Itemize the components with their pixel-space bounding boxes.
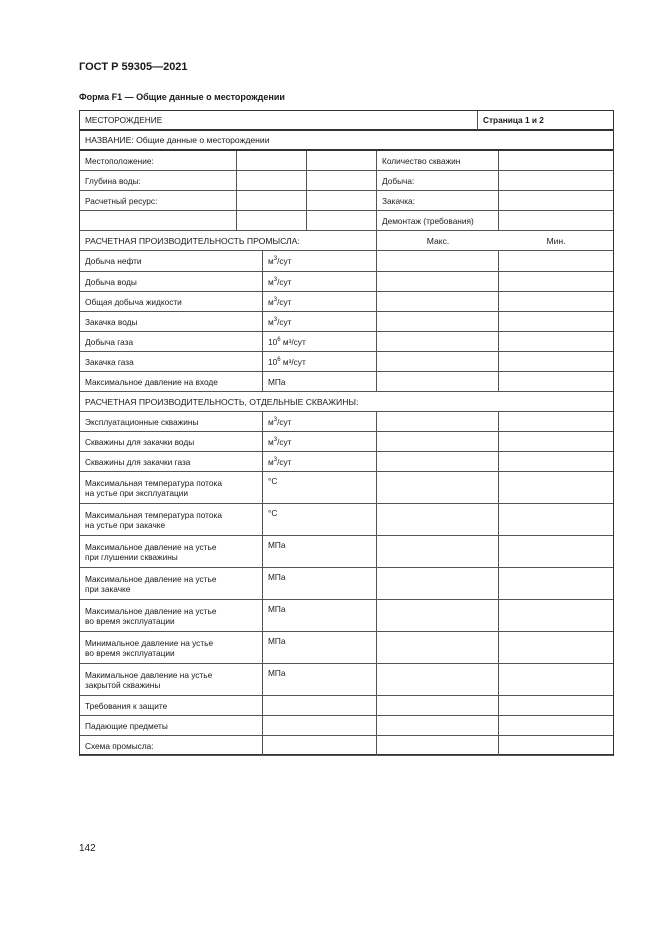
unit-cell xyxy=(263,251,377,272)
min-value-cell[interactable] xyxy=(499,251,613,272)
min-value-cell[interactable] xyxy=(499,600,613,632)
table-row-label xyxy=(80,432,263,452)
max-value-cell[interactable] xyxy=(377,292,499,312)
unit-label xyxy=(268,317,291,327)
unit-exponent: 3 xyxy=(273,296,278,303)
unit-cell xyxy=(263,352,377,372)
unit-base: м xyxy=(268,456,274,467)
row-label-line-1: Максимальное давление на устье xyxy=(85,573,217,584)
table-row-label xyxy=(80,632,263,664)
form-title: Форма F1 — Общие данные о месторождении xyxy=(79,92,285,102)
row-label xyxy=(85,638,213,658)
unit-cell xyxy=(263,292,377,312)
max-value-cell[interactable] xyxy=(377,412,499,432)
row-label: Добыча газа xyxy=(85,336,134,347)
unit-label xyxy=(268,256,291,266)
unit-label xyxy=(268,457,291,467)
decommissioning-label: Демонтаж (требования) xyxy=(382,215,474,226)
table-row-label xyxy=(80,716,263,736)
max-header-cell xyxy=(377,231,499,251)
unit-cell xyxy=(263,372,377,392)
table-row-label xyxy=(80,504,263,536)
row-label xyxy=(85,478,222,498)
row-label xyxy=(85,606,216,626)
injection-value[interactable] xyxy=(499,191,613,211)
min-value-cell[interactable] xyxy=(499,504,613,536)
min-value-cell[interactable] xyxy=(499,352,613,372)
min-value-cell[interactable] xyxy=(499,332,613,352)
min-label: Мин. xyxy=(546,235,566,246)
wells-capacity-title: РАСЧЕТНАЯ ПРОИЗВОДИТЕЛЬНОСТЬ, ОТДЕЛЬНЫЕ СКВАЖИНЫ: xyxy=(85,396,359,407)
table-row-label xyxy=(80,251,263,272)
unit-tail: /сут xyxy=(277,416,292,427)
unit-label xyxy=(268,417,291,427)
field-label: МЕСТОРОЖДЕНИЕ xyxy=(85,115,163,125)
unit-label: МПа xyxy=(268,668,286,678)
location-label: Местоположение: xyxy=(85,155,154,166)
min-value-cell[interactable] xyxy=(499,292,613,312)
unit-label xyxy=(268,357,306,367)
row-label: Общая добыча жидкости xyxy=(85,296,182,307)
water-depth-value-2[interactable] xyxy=(307,171,377,191)
min-value-cell[interactable] xyxy=(499,696,613,716)
unit-tail: /сут xyxy=(277,296,292,307)
unit-base: м xyxy=(268,416,274,427)
row-label: Добыча воды xyxy=(85,276,137,287)
unit-cell xyxy=(263,432,377,452)
unit-cell xyxy=(263,632,377,664)
blank-cell xyxy=(80,211,237,231)
page-cell xyxy=(478,111,613,131)
max-value-cell[interactable] xyxy=(377,736,499,756)
row-label xyxy=(85,574,216,594)
min-value-cell[interactable] xyxy=(499,632,613,664)
location-label-cell xyxy=(80,151,237,171)
production-label-cell xyxy=(377,171,499,191)
table-row-label xyxy=(80,332,263,352)
unit-cell xyxy=(263,332,377,352)
unit-label xyxy=(268,297,291,307)
wells-capacity-title-cell xyxy=(80,392,613,412)
unit-base: м xyxy=(268,296,274,307)
injection-label: Закачка: xyxy=(382,195,415,206)
max-value-cell[interactable] xyxy=(377,716,499,736)
table-row-label xyxy=(80,292,263,312)
unit-base: 10 xyxy=(268,356,278,367)
field-capacity-title: РАСЧЕТНАЯ ПРОИЗВОДИТЕЛЬНОСТЬ ПРОМЫСЛА: xyxy=(85,235,300,246)
min-value-cell[interactable] xyxy=(499,568,613,600)
water-depth-label: Глубина воды: xyxy=(85,175,141,186)
min-value-cell[interactable] xyxy=(499,472,613,504)
unit-cell xyxy=(263,272,377,292)
unit-cell xyxy=(263,504,377,536)
max-value-cell[interactable] xyxy=(377,568,499,600)
min-value-cell[interactable] xyxy=(499,736,613,756)
unit-exponent: 3 xyxy=(273,276,278,283)
location-value-1[interactable] xyxy=(237,151,307,171)
doc-code: ГОСТ Р 59305—2021 xyxy=(79,61,188,73)
unit-label: °С xyxy=(268,508,278,518)
unit-tail: м³/сут xyxy=(280,356,306,367)
unit-tail: /сут xyxy=(277,436,292,447)
row-label-line-2: во время эксплуатации xyxy=(85,615,175,626)
max-value-cell[interactable] xyxy=(377,251,499,272)
max-value-cell[interactable] xyxy=(377,432,499,452)
name-cell xyxy=(80,131,613,151)
well-count-value[interactable] xyxy=(499,151,613,171)
production-value[interactable] xyxy=(499,171,613,191)
table-row-label xyxy=(80,352,263,372)
design-resource-value-2[interactable] xyxy=(307,191,377,211)
table-row-label xyxy=(80,472,263,504)
max-value-cell[interactable] xyxy=(377,536,499,568)
row-label: Максимальное давление на входе xyxy=(85,376,218,387)
row-label-line-1: Минимальное давление на устье xyxy=(85,637,214,648)
min-value-cell[interactable] xyxy=(499,452,613,472)
table-row-label xyxy=(80,312,263,332)
unit-exponent: 3 xyxy=(273,456,278,463)
row-label-line-2: закрытой скважины xyxy=(85,679,161,690)
unit-cell[interactable] xyxy=(263,696,377,716)
row-label-line-1: Максимальная температура потока xyxy=(85,509,222,520)
water-depth-value-1[interactable] xyxy=(237,171,307,191)
min-value-cell[interactable] xyxy=(499,312,613,332)
table-row-label xyxy=(80,452,263,472)
design-resource-label: Расчетный ресурс: xyxy=(85,195,158,206)
decommissioning-value[interactable] xyxy=(499,211,613,231)
table-row-label xyxy=(80,664,263,696)
unit-exponent: 6 xyxy=(277,336,281,343)
unit-label: °С xyxy=(268,476,278,486)
unit-base: м xyxy=(268,276,274,287)
unit-cell[interactable] xyxy=(263,716,377,736)
row-label: Закачка воды xyxy=(85,316,138,327)
row-label-line-2: при глушении скважины xyxy=(85,551,178,562)
row-label-line-2: на устье при эксплуатации xyxy=(85,487,189,498)
unit-exponent: 3 xyxy=(273,436,278,443)
unit-base: м xyxy=(268,316,274,327)
unit-cell xyxy=(263,312,377,332)
unit-base: МПа xyxy=(268,376,286,387)
unit-cell xyxy=(263,452,377,472)
unit-label xyxy=(268,277,291,287)
min-value-cell[interactable] xyxy=(499,432,613,452)
unit-base: м xyxy=(268,256,274,266)
field-capacity-title-cell xyxy=(80,231,377,251)
max-value-cell[interactable] xyxy=(377,372,499,392)
unit-exponent: 6 xyxy=(277,356,281,363)
max-value-cell[interactable] xyxy=(377,472,499,504)
max-value-cell[interactable] xyxy=(377,332,499,352)
table-row-label xyxy=(80,272,263,292)
water-depth-label-cell xyxy=(80,171,237,191)
unit-tail: /сут xyxy=(277,256,292,266)
row-label: Добыча нефти xyxy=(85,256,142,266)
form-table xyxy=(79,110,614,756)
max-value-cell[interactable] xyxy=(377,452,499,472)
table-row-label xyxy=(80,412,263,432)
unit-cell xyxy=(263,568,377,600)
min-value-cell[interactable] xyxy=(499,664,613,696)
row-label: Скважины для закачки газа xyxy=(85,456,191,467)
row-label xyxy=(85,542,216,562)
production-label: Добыча: xyxy=(382,175,415,186)
row-label-line-1: Макимальное давление на устье xyxy=(85,669,213,680)
table-row-label xyxy=(80,536,263,568)
max-value-cell[interactable] xyxy=(377,632,499,664)
max-label: Макс. xyxy=(426,235,450,246)
min-value-cell[interactable] xyxy=(499,372,613,392)
unit-label: МПа xyxy=(268,604,286,614)
unit-label: МПа xyxy=(268,540,286,550)
max-value-cell[interactable] xyxy=(377,664,499,696)
max-value-cell[interactable] xyxy=(377,600,499,632)
row-label: Эксплуатационные скважины xyxy=(85,416,199,427)
blank-value-2[interactable] xyxy=(307,211,377,231)
unit-base: м xyxy=(268,436,274,447)
row-label-line-1: Максимальная температура потока xyxy=(85,477,222,488)
unit-label xyxy=(268,337,306,347)
unit-label: МПа xyxy=(268,636,286,646)
table-row-label xyxy=(80,372,263,392)
unit-tail: /сут xyxy=(277,276,292,287)
name-label: НАЗВАНИЕ: Общие данные о месторождении xyxy=(85,135,270,145)
unit-exponent: 3 xyxy=(273,316,278,323)
unit-label xyxy=(268,377,286,387)
row-label-line-2: при закачке xyxy=(85,583,131,594)
row-label: Схема промысла: xyxy=(85,740,154,751)
page-number: 142 xyxy=(79,843,96,854)
design-resource-value-1[interactable] xyxy=(237,191,307,211)
min-value-cell[interactable] xyxy=(499,716,613,736)
unit-cell xyxy=(263,472,377,504)
unit-tail: м³/сут xyxy=(280,336,306,347)
unit-cell xyxy=(263,536,377,568)
well-count-label-cell xyxy=(377,151,499,171)
min-value-cell[interactable] xyxy=(499,412,613,432)
max-value-cell[interactable] xyxy=(377,696,499,716)
field-header-cell xyxy=(80,111,478,131)
row-label: Закачка газа xyxy=(85,356,134,367)
unit-cell xyxy=(263,412,377,432)
row-label xyxy=(85,670,212,690)
unit-cell xyxy=(263,600,377,632)
row-label-line-2: на устье при закачке xyxy=(85,519,166,530)
page-label: Страница 1 и 2 xyxy=(483,115,544,125)
design-resource-label-cell xyxy=(80,191,237,211)
table-row-label xyxy=(80,568,263,600)
max-value-cell[interactable] xyxy=(377,272,499,292)
unit-label xyxy=(268,437,291,447)
injection-label-cell xyxy=(377,191,499,211)
unit-tail: /сут xyxy=(277,456,292,467)
table-row-label xyxy=(80,736,263,756)
unit-base: 10 xyxy=(268,336,278,347)
max-value-cell[interactable] xyxy=(377,312,499,332)
unit-exponent: 3 xyxy=(273,416,278,423)
row-label-line-2: во время эксплуатации xyxy=(85,647,175,658)
well-count-label: Количество скважин xyxy=(382,155,461,166)
blank-value-1[interactable] xyxy=(237,211,307,231)
min-value-cell[interactable] xyxy=(499,536,613,568)
row-label: Требования к защите xyxy=(85,700,168,711)
unit-exponent: 3 xyxy=(273,256,278,262)
row-label xyxy=(85,510,222,530)
unit-tail: /сут xyxy=(277,316,292,327)
table-row-label xyxy=(80,600,263,632)
unit-label: МПа xyxy=(268,572,286,582)
decommissioning-label-cell xyxy=(377,211,499,231)
min-value-cell[interactable] xyxy=(499,272,613,292)
unit-cell xyxy=(263,664,377,696)
min-header-cell xyxy=(499,231,613,251)
row-label-line-1: Максимальное давление на устье xyxy=(85,541,217,552)
max-value-cell[interactable] xyxy=(377,504,499,536)
row-label-line-1: Максимальное давление на устье xyxy=(85,605,217,616)
max-value-cell[interactable] xyxy=(377,352,499,372)
row-label: Падающие предметы xyxy=(85,720,168,731)
location-value-2[interactable] xyxy=(307,151,377,171)
unit-cell[interactable] xyxy=(263,736,377,756)
table-row-label xyxy=(80,696,263,716)
row-label: Скважины для закачки воды xyxy=(85,436,195,447)
